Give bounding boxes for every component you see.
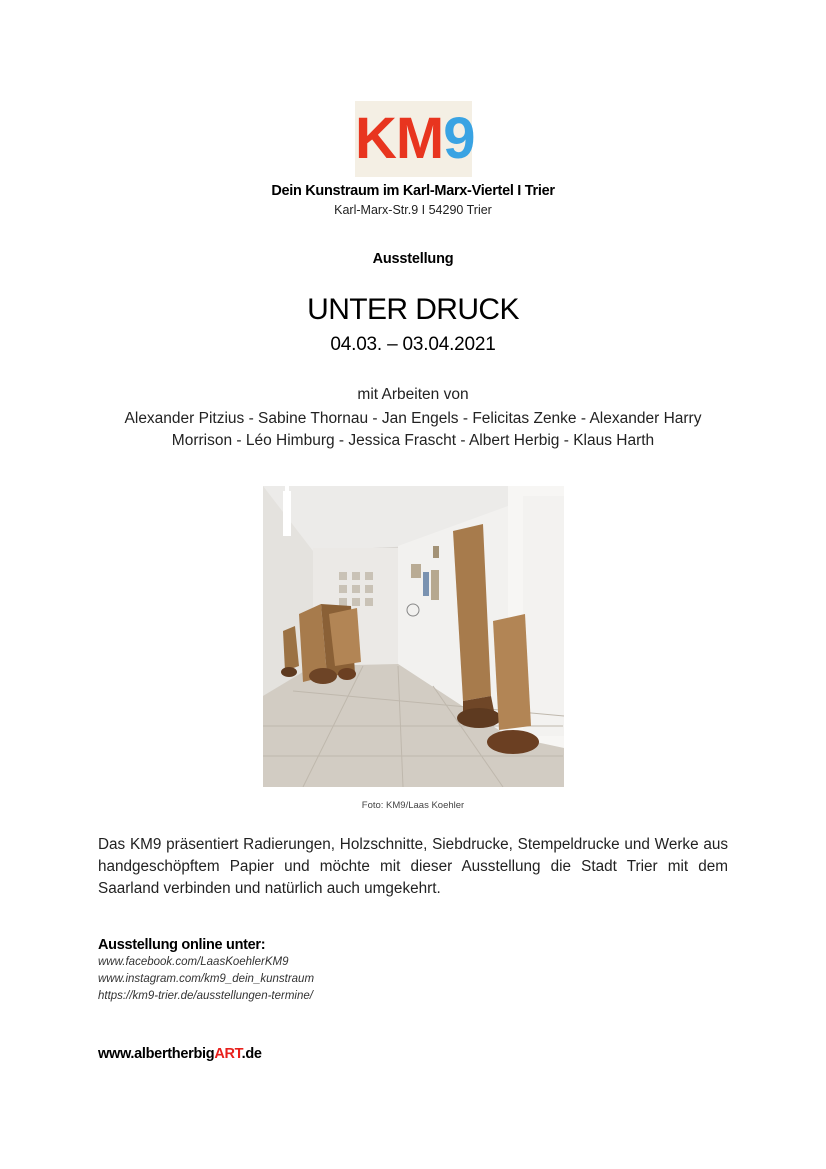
artists-list [0, 408, 826, 452]
artists-line-1: Alexander Pitzius - Sabine Thornau - Jan Engels - Felicitas Zenke - Alexander Harry [124, 410, 702, 427]
facebook-link[interactable]: www.facebook.com/LaasKoehlerKM9 [98, 956, 289, 968]
artist-site-link[interactable] [98, 1046, 262, 1062]
artists-line-2: Morrison - Léo Himburg - Jessica Frascht - Albert Herbig - Klaus Harth [171, 432, 655, 449]
website-link[interactable]: https://km9-trier.de/ausstellungen-termine/ [98, 990, 313, 1002]
logo-km-text: KM [355, 106, 444, 171]
logo-9-text: 9 [443, 106, 475, 171]
exhibition-title: UNTER DRUCK [307, 293, 519, 326]
tagline: Dein Kunstraum im Karl-Marx-Viertel I Trier [271, 183, 555, 199]
km9-logo [355, 101, 475, 177]
photo-caption: Foto: KM9/Laas Koehler [361, 800, 465, 811]
online-heading: Ausstellung online unter: [98, 937, 266, 953]
description: Das KM9 präsentiert Radierungen, Holzschnitte, Siebdrucke, Stempeldrucke und Werke aus handgeschöpftem Papier und möchte mit dieser Ausstellung die Stadt Trier mit dem Saarland verbinden und natürlich auch umgekehrt. [98, 836, 728, 897]
exhibition-dates: 04.03. – 03.04.2021 [330, 334, 496, 355]
address: Karl-Marx-Str.9 I 54290 Trier [334, 203, 492, 217]
artists-intro: mit Arbeiten von [357, 386, 469, 403]
instagram-link[interactable]: www.instagram.com/km9_dein_kunstraum [98, 973, 315, 985]
site-accent: ART [214, 1046, 242, 1062]
site-suffix: .de [241, 1046, 262, 1062]
site-prefix: www.albertherbig [98, 1046, 215, 1062]
exhibition-kind: Ausstellung [372, 251, 454, 267]
exhibition-photo [263, 486, 564, 787]
